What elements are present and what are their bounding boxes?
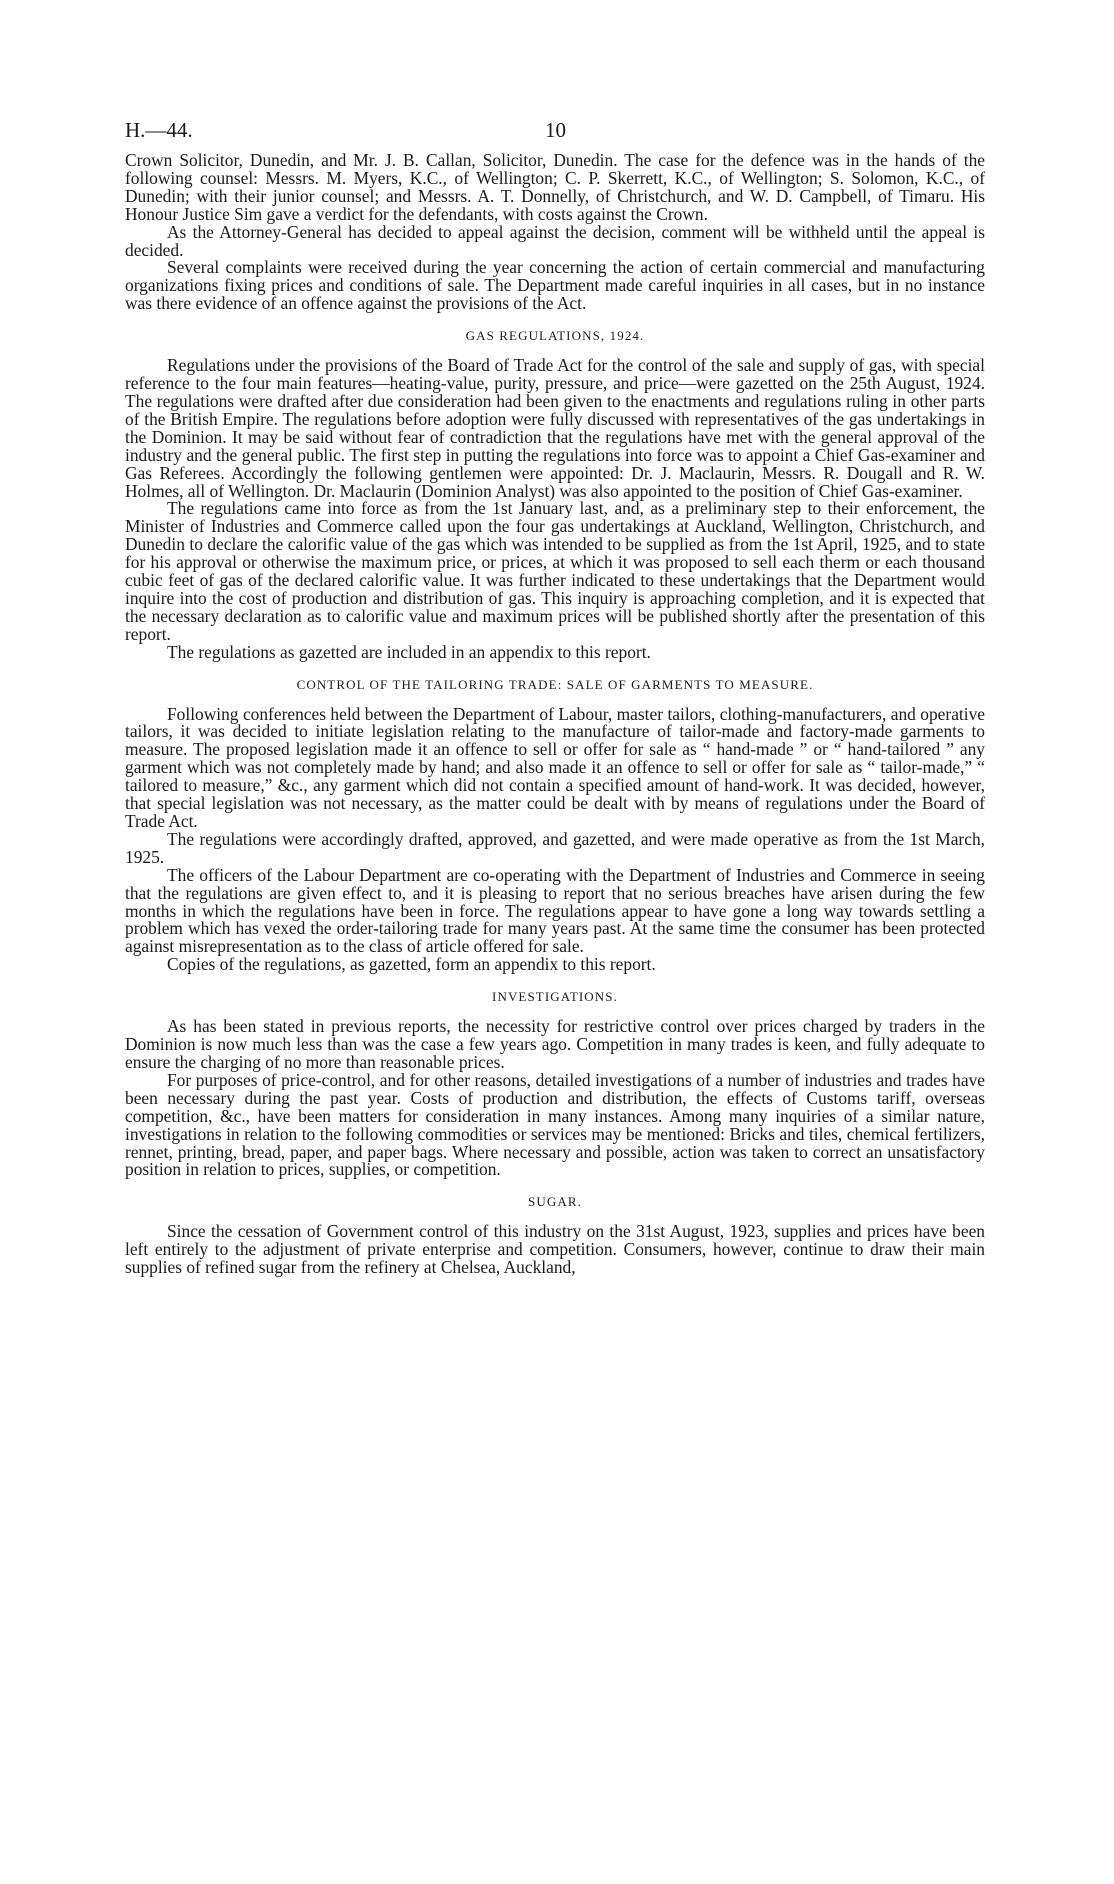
paragraph: Since the cessation of Government control of this industry on the 31st August, 1923, supplies and prices have been left entirely to the adjustment of private enterprise and competition. Consumers, however, continue to draw their main supplies of refined sugar from the refinery at Chelsea, Auckland,: [125, 1221, 985, 1278]
paragraph: Regulations under the provisions of the Board of Trade Act for the control of the sale and supply of gas, with special reference to the four main features—heating-value, purity, pressure, and price—were gazetted on the 25th August, 1924. The regulations were drafted after due consideration had been given to the enactments and regulations ruling in other parts of the British Empire. The regulations before adoption were fully discussed with representatives of the gas undertakings in the Dominion. It may be said without fear of contradiction that the regulations have met with the general approval of the industry and the general public. The first step in putting the regulations into force was to appoint a Chief Gas-examiner and Gas Referees. Accordingly the following gentlemen were appointed: Dr. J. Maclaurin, Messrs. R. Dougall and R. W. Holmes, all of Wellington. Dr. Maclaurin (Dominion Analyst) was also appointed to the position of Chief Gas-examiner.: [125, 355, 985, 501]
section-heading: INVESTIGATIONS.: [492, 989, 618, 1005]
paragraph: As the Attorney-General has decided to appeal against the decision, comment will be withheld until the appeal is decided.: [125, 221, 985, 260]
paragraph: Following conferences held between the Department of Labour, master tailors, clothing-manufacturers, and operative tailors, it was decided to initiate legislation relating to the manufacture of tailor-made and factory-made garments to measure. The proposed legislation made it an offence to sell or offer for sale as “ hand-made ” or “ hand-tailored ” any garment which was not completely made by hand; and also made it an offence to sell or offer for sale as “ tailor-made,” “ tailored to measure,” &c., any garment which did not contain a specified amount of hand-work. It was decided, however, that special legislation was not necessary, as the matter could be dealt with by means of regulations under the Board of Trade Act.: [125, 703, 985, 831]
page-number: 10: [545, 118, 566, 142]
section-gas-regulations: [125, 313, 985, 661]
paragraph: The regulations came into force as from the 1st January last, and, as a preliminary step to their enforcement, the Minister of Industries and Commerce called upon the four gas undertakings at Auckland, Wellington, Christchurch, and Dunedin to declare the calorific value of the gas which was intended to be supplied as from the 1st April, 1925, and to state for his approval or otherwise the maximum price, or prices, at which it was proposed to sell each therm or each thousand cubic feet of gas of the declared calorific value. It was further indicated to these undertakings that the Department would inquire into the cost of production and distribution of gas. This inquiry is approaching completion, and it is expected that the necessary declaration as to calorific value and maximum prices will be published shortly after the presentation of this report.: [125, 498, 985, 644]
paragraph: Copies of the regulations, as gazetted, form an appendix to this report.: [167, 954, 656, 975]
section-heading: SUGAR.: [528, 1194, 582, 1210]
paragraph: Crown Solicitor, Dunedin, and Mr. J. B. Callan, Solicitor, Dunedin. The case for the defence was in the hands of the following counsel: Messrs. M. Myers, K.C., of Wellington; C. P. Skerrett, K.C., of Wellington; S. Solomon, K.C., of Dunedin; with their junior counsel; and Messrs. A. T. Donnelly, of Christchurch, and W. D. Campbell, of Timaru. His Honour Justice Sim gave a verdict for the defendants, with costs against the Crown.: [125, 150, 985, 224]
paragraph: For purposes of price-control, and for other reasons, detailed investigations of a number of industries and trades have been necessary during the past year. Costs of production and distribution, the effects of Customs tariff, overseas competition, &c., have been matters for consideration in many instances. Among many inquiries of a similar nature, investigations in relation to the following commodities or services may be mentioned: Bricks and tiles, chemical fertilizers, rennet, printing, bread, paper, and paper bags. Where necessary and possible, action was taken to correct an unsatisfactory position in relation to prices, supplies, or competition.: [125, 1069, 985, 1180]
section-sugar: [125, 1179, 985, 1277]
paragraph: The regulations as gazetted are included in an appendix to this report.: [167, 641, 651, 662]
paragraph: The officers of the Labour Department are co-operating with the Department of Industries and Commerce in seeing that the regulations are given effect to, and it is pleasing to report that no serious breaches have arisen during the few months in which the regulations have been in force. The regulations appear to have gone a long way towards settling a problem which has vexed the order-tailoring trade for many years past. At the same time the consumer has been protected against misrepresentation as to the class of article offered for sale.: [125, 864, 985, 957]
paragraph: Several complaints were received during the year concerning the action of certain commercial and manufacturing organizations fixing prices and conditions of sale. The Department made careful inquiries in all cases, but in no instance was there evidence of an offence against the provisions of the Act.: [125, 257, 985, 314]
section-heading: CONTROL OF THE TAILORING TRADE: SALE OF GARMENTS TO MEASURE.: [296, 676, 814, 692]
document-reference: H.—44.: [125, 118, 193, 142]
intro-section: [125, 152, 985, 313]
paragraph: The regulations were accordingly drafted, approved, and gazetted, and were made operative as from the 1st March, 1925.: [125, 828, 985, 867]
section-investigations: [125, 974, 985, 1179]
page-header: [125, 118, 985, 152]
paragraph: As has been stated in previous reports, the necessity for restrictive control over prices charged by traders in the Dominion is now much less than was the case a few years ago. Competition in many trades is keen, and fully adequate to ensure the charging of no more than reasonable prices.: [125, 1016, 985, 1072]
section-tailoring-trade: [125, 662, 985, 975]
document-page: [125, 118, 985, 1277]
section-heading: GAS REGULATIONS, 1924.: [465, 328, 645, 344]
